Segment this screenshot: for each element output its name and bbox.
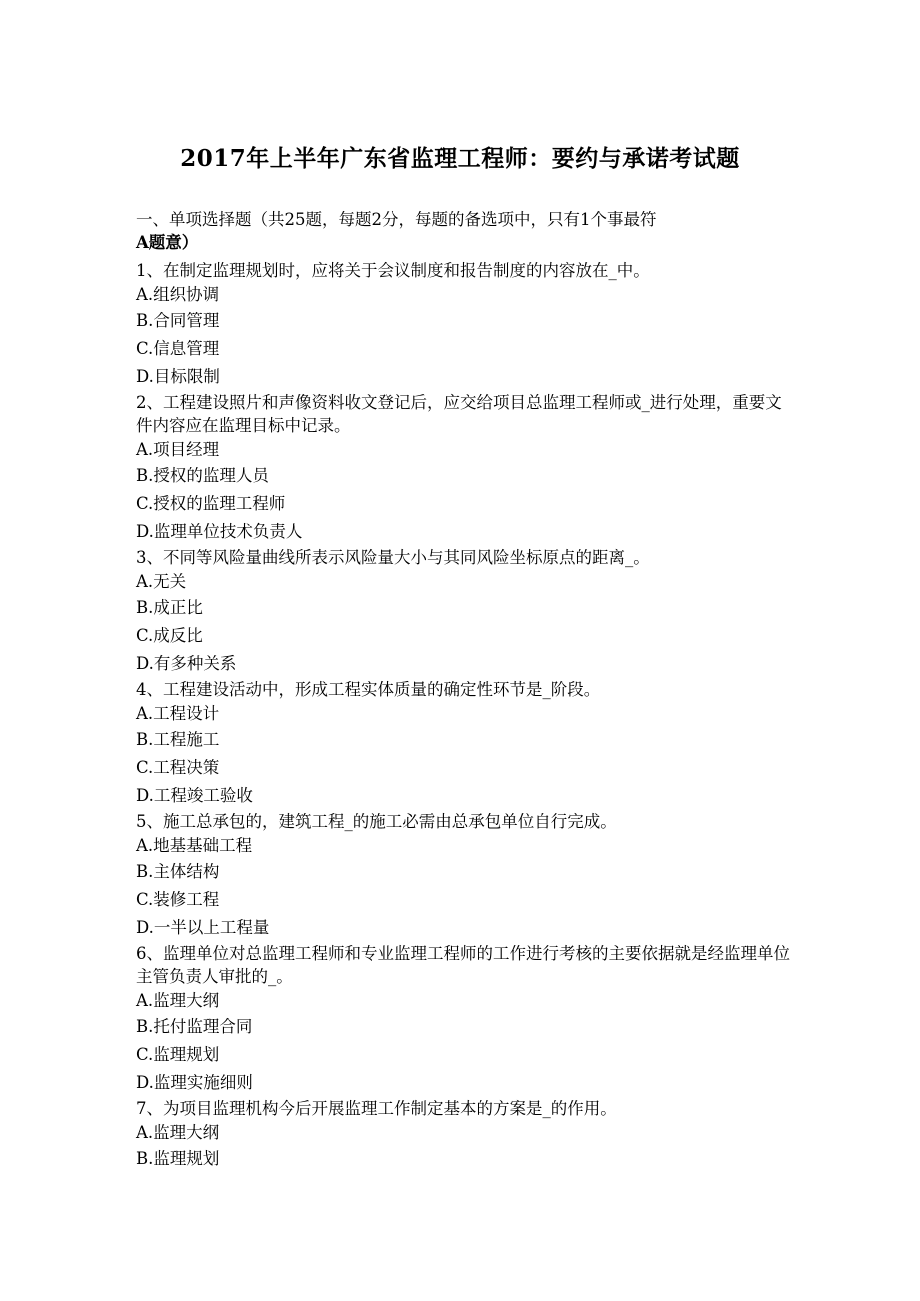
option-d: D.有多种关系 (136, 654, 237, 673)
question-1 (136, 259, 796, 391)
option-a: A.地基基础工程 (136, 836, 253, 855)
option-a: A.工程设计 (136, 704, 220, 723)
option-d: D.工程竣工验收 (136, 786, 253, 805)
option-c: C.装修工程 (136, 890, 220, 909)
option-d: D.监理实施细则 (136, 1073, 253, 1092)
question-list (136, 259, 796, 1173)
option-c: C.监理规划 (136, 1045, 220, 1064)
option-b: B.监理规划 (136, 1149, 220, 1168)
option-b: B.主体结构 (136, 862, 220, 881)
question-5 (136, 810, 796, 942)
question-3 (136, 546, 796, 678)
option-c: C.授权的监理工程师 (136, 494, 286, 513)
option-b: B.托付监理合同 (136, 1017, 253, 1036)
option-a: A.无关 (136, 572, 187, 591)
question-2 (136, 391, 796, 546)
option-c: C.信息管理 (136, 339, 220, 358)
question-stem: 5、施工总承包的，建筑工程_的施工必需由总承包单位自行完成。 (136, 812, 617, 831)
option-a: A.组织协调 (136, 285, 220, 304)
question-7 (136, 1097, 796, 1173)
question-stem: 2、工程建设照片和声像资料收文登记后，应交给项目总监理工程师或_进行处理，重要文件内容应在监理目标中记录。 (136, 393, 782, 435)
question-stem: 6、监理单位对总监理工程师和专业监理工程师的工作进行考核的主要依据就是经监理单位主管负责人审批的_。 (136, 944, 790, 986)
option-a: A.监理大纲 (136, 991, 220, 1010)
question-4 (136, 678, 796, 810)
question-stem: 3、不同等风险量曲线所表示风险量大小与其同风险坐标原点的距离_。 (136, 548, 650, 567)
option-d: D.监理单位技术负责人 (136, 522, 303, 541)
option-d: D.目标限制 (136, 367, 220, 386)
section-header-line1: 一、单项选择题（共25题，每题2分，每题的备选项中，只有1个事最符 (136, 210, 657, 229)
option-a: A.项目经理 (136, 440, 220, 459)
option-d: D.一半以上工程量 (136, 918, 270, 937)
page-title: 2017年上半年广东省监理工程师：要约与承诺考试题 (180, 145, 740, 172)
section-header (136, 208, 796, 254)
question-6 (136, 942, 796, 1097)
question-stem: 7、为项目监理机构今后开展监理工作制定基本的方案是_的作用。 (136, 1099, 617, 1118)
option-a: A.监理大纲 (136, 1123, 220, 1142)
option-b: B.工程施工 (136, 730, 220, 749)
question-stem: 4、工程建设活动中，形成工程实体质量的确定性环节是_阶段。 (136, 680, 601, 699)
option-b: B.授权的监理人员 (136, 466, 269, 485)
option-b: B.合同管理 (136, 311, 220, 330)
question-stem: 1、在制定监理规划时，应将关于会议制度和报告制度的内容放在_中。 (136, 261, 650, 280)
section-header-line2: A题意） (136, 233, 199, 252)
option-c: C.成反比 (136, 626, 203, 645)
option-c: C.工程决策 (136, 758, 220, 777)
option-b: B.成正比 (136, 598, 203, 617)
